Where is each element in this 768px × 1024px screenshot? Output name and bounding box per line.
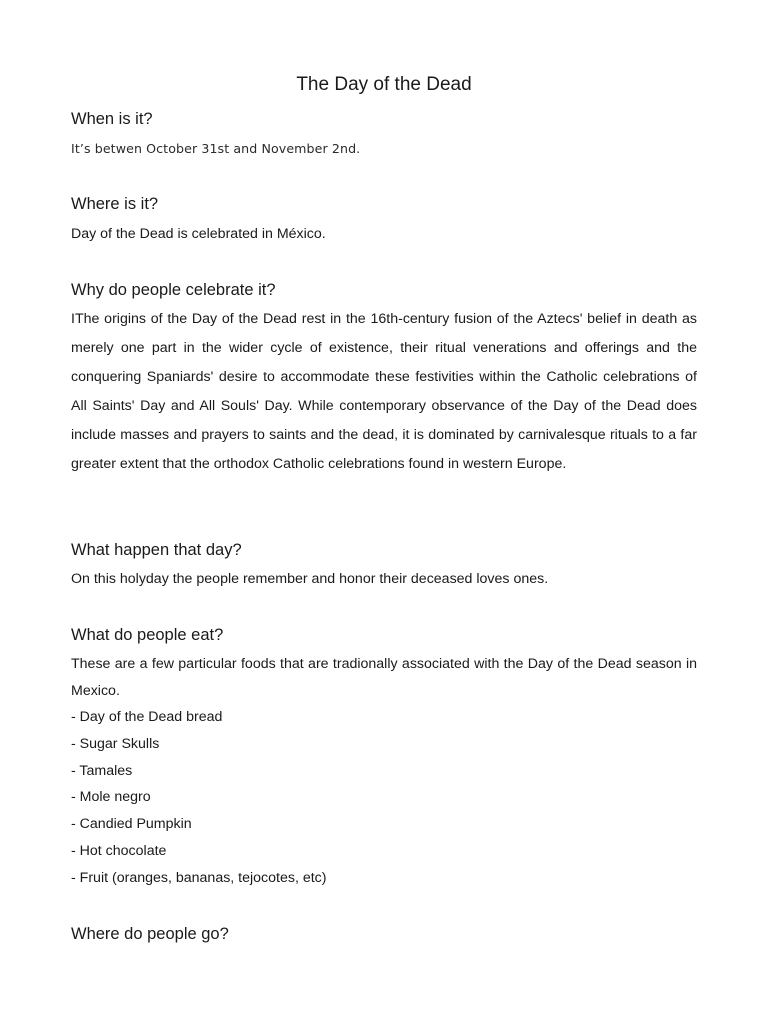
list-item: - Tamales [71, 762, 133, 779]
paragraph-what-happen: On this holyday the people remember and honor their deceased loves ones. [71, 571, 549, 587]
heading-where-go: Where do people go? [71, 925, 229, 943]
paragraph-when: It’s betwen October 31st and November 2nd. [71, 141, 361, 156]
list-item: - Candied Pumpkin [71, 816, 192, 833]
list-item: - Day of the Dead bread [71, 709, 223, 725]
paragraph-what-eat: These are a few particular foods that are tradionally associated with the Day of the Dead season in Mexico. [71, 656, 697, 699]
heading-what-eat: What do people eat? [71, 626, 224, 644]
list-item: - Sugar Skulls [71, 735, 160, 752]
document-title: The Day of the Dead [296, 74, 472, 95]
paragraph-where: Day of the Dead is celebrated in México. [71, 226, 326, 242]
heading-when: When is it? [71, 110, 153, 128]
list-item: - Fruit (oranges, bananas, tejocotes, etc) [71, 869, 327, 886]
list-item: - Mole negro [71, 789, 151, 806]
list-item: - Hot chocolate [71, 842, 167, 859]
paragraph-why: IThe origins of the Day of the Dead rest in the 16th-century fusion of the Aztecs' belief in death as merely one part in the wider cycle of existence, their ritual venerations and offerings and the conquering Spaniards' desire to accommodate these festivities within the Catholic celebrations of All Saints' Day and All Souls' Day. While contemporary observance of the Day of the Dead does include masses and prayers to saints and the dead, it is dominated by carnivalesque rituals to a far greater extent that the orthodox Catholic celebrations found in western Europe. [71, 311, 697, 472]
heading-what-happen: What happen that day? [71, 541, 242, 559]
heading-why: Why do people celebrate it? [71, 281, 276, 299]
food-list [71, 704, 327, 892]
heading-where: Where is it? [71, 195, 159, 213]
